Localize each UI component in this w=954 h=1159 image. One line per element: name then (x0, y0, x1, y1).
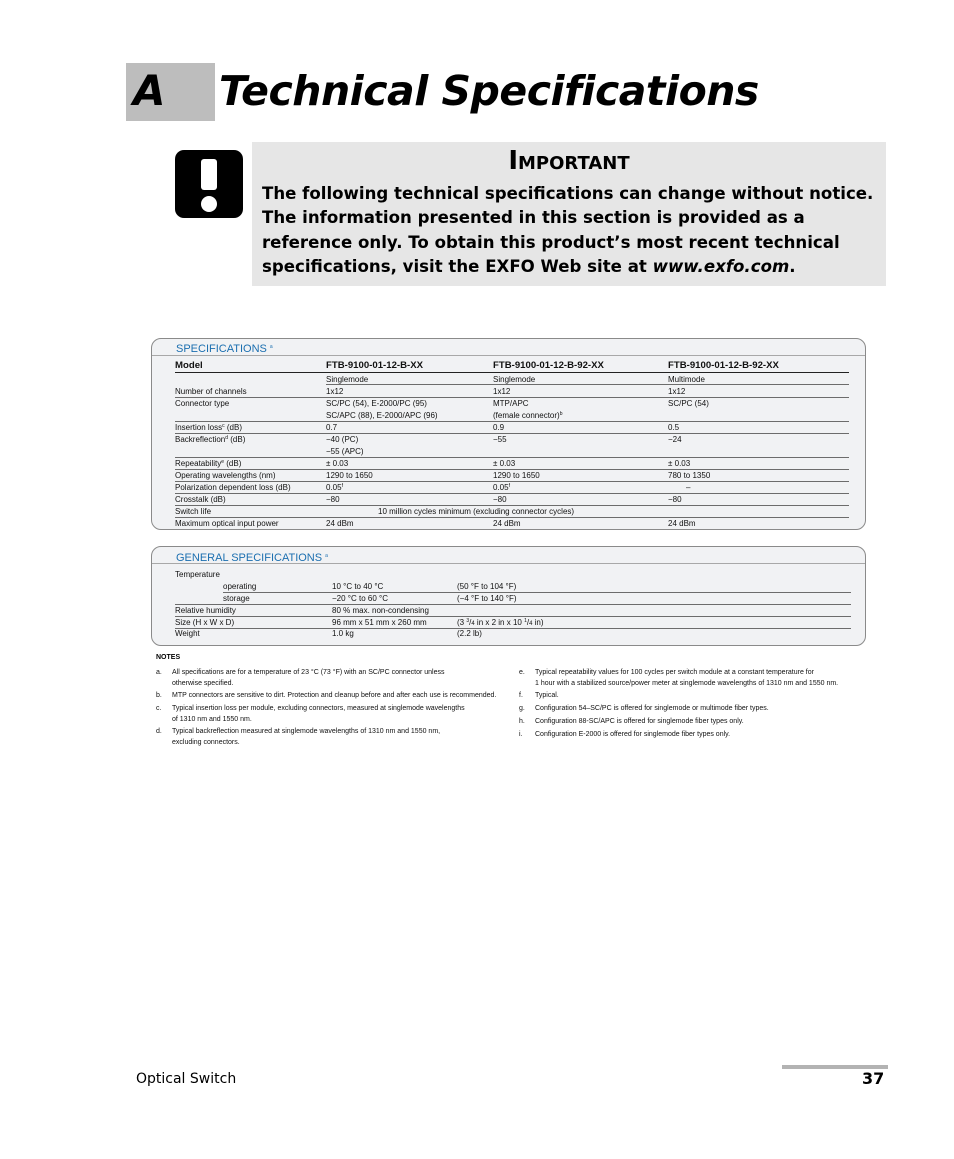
specifications-header (152, 339, 865, 356)
row-label-unit: (dB) (224, 459, 242, 468)
note-item (156, 667, 506, 689)
row-value: 96 mm x 51 mm x 260 mm (332, 618, 427, 627)
note-letter: b. (156, 692, 162, 699)
row-value: ± 0.03 (493, 459, 516, 468)
row-label-unit: (dB) (228, 435, 246, 444)
note-line: excluding connectors. (172, 739, 240, 746)
row-value-text: (female connector) (493, 411, 560, 420)
row-rule (175, 604, 851, 605)
page-number: 37 (862, 1069, 885, 1088)
model-header-1: FTB-9100-01-12-B-XX (326, 360, 424, 371)
row-rule (175, 493, 849, 494)
fraction-denominator: 4 (529, 621, 533, 627)
footnote-marker: f (508, 483, 510, 489)
row-value: MTP/APC (493, 399, 529, 408)
row-value: 24 dBm (493, 519, 521, 528)
row-value (493, 410, 562, 421)
note-letter: d. (156, 728, 162, 735)
row-rule (175, 433, 849, 434)
note-item (519, 667, 879, 689)
note-letter: g. (519, 705, 525, 712)
size-text: (3 (457, 618, 467, 627)
row-value (326, 482, 343, 493)
specifications-panel (151, 338, 866, 530)
row-label: Size (H x W x D) (175, 618, 235, 627)
fiber-type-1: Singlemode (326, 375, 369, 384)
general-specifications-title (176, 549, 328, 565)
note-line: of 1310 nm and 1550 nm. (172, 716, 252, 723)
note-text: MTP connectors are sensitive to dirt. Protection and cleanup before and after each use is recommended. (172, 692, 497, 699)
row-label-text: Backreflection (175, 435, 226, 444)
footnote-marker: d (225, 435, 229, 441)
note-item (156, 726, 506, 748)
row-value: 1290 to 1650 (326, 471, 373, 480)
note-line: All specifications are for a temperature of 23 °C (73 °F) with an SC/PC connector unless (172, 669, 445, 676)
note-line: otherwise specified. (172, 680, 234, 687)
row-value: −20 °C to 60 °C (332, 594, 388, 603)
row-label (175, 422, 242, 433)
model-header-rule (175, 372, 849, 373)
row-label: Crosstalk (dB) (175, 495, 226, 504)
row-value: 24 dBm (326, 519, 354, 528)
row-label: operating (223, 582, 257, 591)
note-letter: i. (519, 731, 523, 738)
row-rule (175, 421, 849, 422)
row-value: −80 (326, 495, 340, 504)
row-label: storage (223, 594, 250, 603)
note-text: Typical. (535, 692, 559, 699)
row-value: 1290 to 1650 (493, 471, 540, 480)
row-value: ± 0.03 (668, 459, 691, 468)
row-value: (50 °F to 104 °F) (457, 582, 517, 591)
row-value: 0.7 (326, 423, 338, 432)
row-value: 1x12 (493, 387, 511, 396)
row-value: 0.9 (493, 423, 505, 432)
row-label (175, 458, 241, 469)
row-label: Number of channels (175, 387, 247, 396)
row-value: (−4 °F to 140 °F) (457, 594, 517, 603)
note-line: 1 hour with a stabilized source/power meter at singlemode wavelengths of 1310 nm and 1550 nm. (535, 680, 839, 687)
note-text: Configuration E-2000 is offered for singlemode fiber types only. (535, 731, 731, 738)
important-notice (252, 142, 886, 286)
row-value: −55 (493, 435, 507, 444)
note-text (172, 667, 445, 689)
row-value-span: 10 million cycles minimum (excluding connector cycles) (378, 507, 575, 516)
row-value: 1x12 (326, 387, 344, 396)
temperature-label: Temperature (175, 570, 220, 579)
note-item (156, 703, 506, 725)
row-value: −80 (493, 495, 507, 504)
chapter-letter: A (133, 66, 166, 115)
notes-title: NOTES (156, 654, 181, 661)
exclamation-icon (175, 150, 243, 218)
note-line: Typical backreflection measured at singlemode wavelengths of 1310 nm and 1550 nm, (172, 728, 441, 735)
row-value-text: 0.05 (326, 483, 342, 492)
note-letter: c. (156, 705, 162, 712)
footnote-marker: b (559, 411, 563, 417)
row-value: 24 dBm (668, 519, 696, 528)
note-item (519, 703, 869, 714)
note-item (519, 716, 869, 727)
row-value: 1x12 (668, 387, 686, 396)
note-text: Configuration 54–SC/PC is offered for singlemode or multimode fiber types. (535, 705, 769, 712)
row-value: SC/PC (54) (668, 399, 709, 408)
fiber-type-3: Multimode (668, 375, 705, 384)
row-label-text: Repeatability (175, 459, 222, 468)
note-text: Configuration 88-SC/APC is offered for singlemode fiber types only. (535, 718, 744, 725)
row-value-text: 0.05 (493, 483, 509, 492)
row-label: Maximum optical input power (175, 519, 279, 528)
note-letter: f. (519, 692, 523, 699)
note-item (519, 690, 869, 701)
important-body: The following technical specifications can change without notice. The information presented in this section is provided as a reference only. To obtain this product’s most recent technical specifications, visit the EXFO Web site at (262, 184, 874, 276)
chapter-title: Technical Specifications (219, 67, 759, 115)
row-value: (2.2 lb) (457, 629, 482, 638)
row-value: 80 % max. non-condensing (332, 606, 429, 615)
fiber-type-rule (326, 384, 849, 385)
size-text: in) (532, 618, 544, 627)
row-value: −40 (PC) (326, 435, 359, 444)
fraction-denominator: 4 (471, 621, 475, 627)
fraction-numerator: 3 (466, 618, 470, 624)
note-text (535, 667, 838, 689)
row-rule (223, 592, 851, 593)
row-value: −24 (668, 435, 682, 444)
row-value (493, 482, 510, 493)
model-header: Model (175, 360, 203, 371)
note-line: Typical repeatability values for 100 cycles per switch module at a constant temperature for (535, 669, 814, 676)
row-label-text: Insertion loss (175, 423, 223, 432)
note-letter: a. (156, 669, 162, 676)
row-value: ± 0.03 (326, 459, 349, 468)
row-value: (3 $^3$/4 in x 2 in x 10 $^1$/4 in) (457, 618, 544, 627)
row-value: 1.0 kg (332, 629, 354, 638)
important-heading: Important (508, 146, 630, 176)
row-value: SC/APC (88), E-2000/APC (96) (326, 411, 438, 420)
row-label: Relative humidity (175, 606, 236, 615)
row-value: – (686, 483, 691, 492)
row-value: −55 (APC) (326, 447, 364, 456)
note-item (519, 729, 869, 740)
specifications-title (176, 340, 273, 356)
row-value: 10 °C to 40 °C (332, 582, 384, 591)
specifications-title-note: a (269, 344, 273, 350)
row-value: 0.5 (668, 423, 680, 432)
row-label: Weight (175, 629, 200, 638)
footnote-marker: e (221, 459, 225, 465)
footnote-marker: f (341, 483, 343, 489)
note-letter: e. (519, 669, 525, 676)
note-text (172, 703, 465, 725)
row-label: Polarization dependent loss (dB) (175, 483, 291, 492)
row-label: Connector type (175, 399, 230, 408)
note-letter: h. (519, 718, 525, 725)
model-header-3: FTB-9100-01-12-B-92-XX (668, 360, 779, 371)
model-header-2: FTB-9100-01-12-B-92-XX (493, 360, 604, 371)
fiber-type-2: Singlemode (493, 375, 536, 384)
size-text: in x 2 in x 10 (474, 618, 525, 627)
row-rule (175, 628, 851, 629)
row-label-unit: (dB) (224, 423, 242, 432)
important-text (262, 182, 878, 279)
note-item (156, 690, 516, 701)
note-text (172, 726, 440, 748)
row-label: Switch life (175, 507, 212, 516)
general-specifications-title-note: a (325, 553, 328, 559)
important-period: . (789, 256, 796, 276)
row-label (175, 434, 245, 445)
general-specifications-panel (151, 546, 866, 646)
row-value: SC/PC (54), E-2000/PC (95) (326, 399, 427, 408)
note-line: Typical insertion loss per module, excluding connectors, measured at singlemode wavelengths (172, 705, 465, 712)
row-value: −80 (668, 495, 682, 504)
fraction-numerator: 1 (524, 618, 527, 624)
general-specifications-header (152, 547, 865, 564)
row-value: 780 to 1350 (668, 471, 711, 480)
specifications-title-text: SPECIFICATIONS (176, 343, 267, 355)
exfo-url[interactable]: www.exfo.com (652, 256, 790, 276)
row-label: Operating wavelengths (nm) (175, 471, 276, 480)
general-specifications-title-text: GENERAL SPECIFICATIONS (176, 552, 323, 564)
footer-product-name: Optical Switch (136, 1071, 237, 1087)
footnote-marker: c (222, 423, 225, 429)
